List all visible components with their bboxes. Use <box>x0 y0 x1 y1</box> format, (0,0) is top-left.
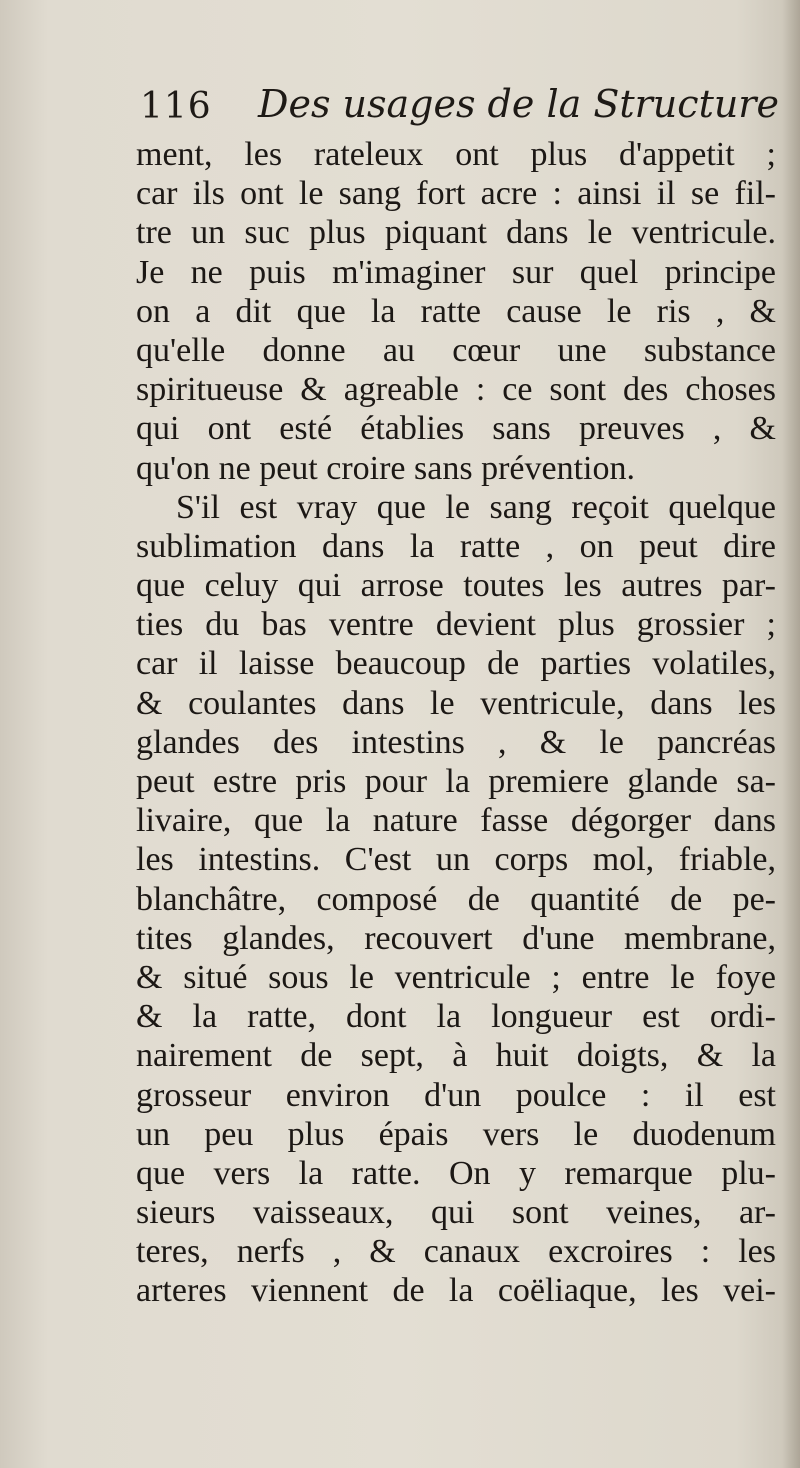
text-line: on a dit que la ratte cause le ris , & <box>136 292 776 330</box>
text-line: que vers la ratte. On y remarque plu- <box>136 1154 776 1192</box>
text-line: teres, nerfs , & canaux excroires : les <box>136 1233 776 1271</box>
text-line: qui ont esté établies sans preuves , & <box>136 410 776 448</box>
text-line: glandes des intestins , & le pancréas <box>136 723 776 761</box>
text-line: qu'elle donne au cœur une substance <box>136 331 776 369</box>
text-line: & la ratte, dont la longueur est ordi- <box>136 998 776 1036</box>
text-line: tre un suc plus piquant dans le ventricule. <box>136 214 776 252</box>
text-line: les intestins. C'est un corps mol, friable, <box>136 841 776 879</box>
text-line: sublimation dans la ratte , on peut dire <box>136 527 776 565</box>
text-line: livaire, que la nature fasse dégorger dans <box>136 802 776 840</box>
text-line: blanchâtre, composé de quantité de pe- <box>136 880 776 918</box>
running-title: Des usages de la Structure <box>258 82 779 126</box>
text-line: nairement de sept, à huit doigts, & la <box>136 1037 776 1075</box>
text-line: un peu plus épais vers le duodenum <box>136 1115 776 1153</box>
page-number: 116 <box>140 86 212 127</box>
text-line: Je ne puis m'imaginer sur quel principe <box>136 253 776 291</box>
text-line: tites glandes, recouvert d'une membrane, <box>136 919 776 957</box>
text-line: car ils ont le sang fort acre : ainsi il se fil- <box>136 175 776 213</box>
text-line: grosseur environ d'un poulce : il est <box>136 1076 776 1114</box>
text-line: & coulantes dans le ventricule, dans les <box>136 684 776 722</box>
text-line: car il laisse beaucoup de parties volatiles, <box>136 645 776 683</box>
text-line: ties du bas ventre devient plus grossier ; <box>136 606 776 644</box>
text-line: peut estre pris pour la premiere glande sa- <box>136 763 776 800</box>
page-edge-shadow <box>782 0 800 1468</box>
text-line: qu'on ne peut croire sans prévention. <box>136 449 635 487</box>
text-line: S'il est vray que le sang reçoit quelque <box>176 488 776 526</box>
text-line: sieurs vaisseaux, qui sont veines, ar- <box>136 1194 776 1232</box>
text-line: que celuy qui arrose toutes les autres par- <box>136 567 776 605</box>
text-line: arteres viennent de la coëliaque, les vei- <box>136 1272 776 1310</box>
body-text <box>136 135 776 1311</box>
text-line: spiritueuse & agreable : ce sont des choses <box>136 371 776 409</box>
text-line: & situé sous le ventricule ; entre le foye <box>136 958 776 996</box>
text-line: ment, les rateleux ont plus d'appetit ; <box>136 136 776 173</box>
page-header <box>140 78 780 138</box>
